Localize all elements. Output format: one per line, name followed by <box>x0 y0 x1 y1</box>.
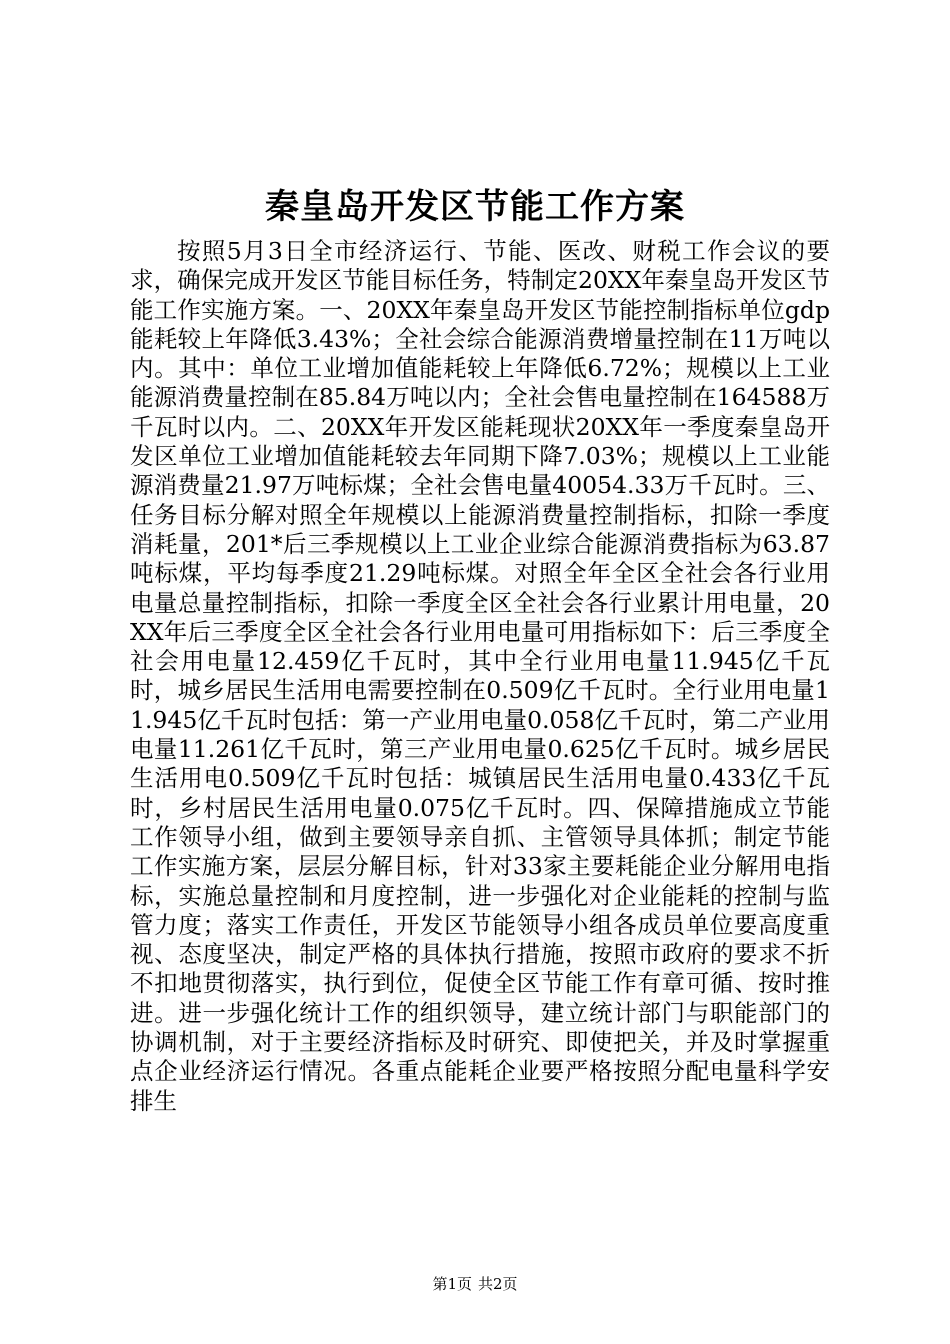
page-footer <box>0 1274 950 1294</box>
page-number-total: 共2页 <box>478 1275 518 1293</box>
document-body-paragraph: 按照5月3日全市经济运行、节能、医改、财税工作会议的要求，确保完成开发区节能目标任务，特制定20XX年秦皇岛开发区节能工作实施方案。一、20XX年秦皇岛开发区节能控制指标单位gdp能耗较上年降低3.43%；全社会综合能源消费增量控制在11万吨以内。其中：单位工业增加值能耗较上年降低6.72%；规模以上工业能源消费量控制在85.84万吨以内；全社会售电量控制在164588万千瓦时以内。二、20XX年开发区能耗现状20XX年一季度秦皇岛开发区单位工业增加值能耗较去年同期下降7.03%；规模以上工业能源消费量21.97万吨标煤；全社会售电量40054.33万千瓦时。三、任务目标分解对照全年规模以上能源消费量控制指标，扣除一季度消耗量，201*后三季规模以上工业企业综合能源消费指标为63.87吨标煤，平均每季度21.29吨标煤。对照全年全区全社会各行业用电量总量控制指标，扣除一季度全区全社会各行业累计用电量，20XX年后三季度全区全社会各行业用电量可用指标如下：后三季度全社会用电量12.459亿千瓦时，其中全行业用电量11.945亿千瓦时，城乡居民生活用电需要控制在0.509亿千瓦时。全行业用电量11.945亿千瓦时包括：第一产业用电量0.058亿千瓦时，第二产业用电量11.261亿千瓦时，第三产业用电量0.625亿千瓦时。城乡居民生活用电0.509亿千瓦时包括：城镇居民生活用电量0.433亿千瓦时，乡村居民生活用电量0.075亿千瓦时。四、保障措施成立节能工作领导小组，做到主要领导亲自抓、主管领导具体抓；制定节能工作实施方案，层层分解目标，针对33家主要耗能企业分解用电指标，实施总量控制和月度控制，进一步强化对企业能耗的控制与监管力度；落实工作责任，开发区节能领导小组各成员单位要高度重视、态度坚决，制定严格的具体执行措施，按照市政府的要求不折不扣地贯彻落实，执行到位，促使全区节能工作有章可循、按时推进。进一步强化统计工作的组织领导，建立统计部门与职能部门的协调机制，对于主要经济指标及时研究、即使把关，并及时掌握重点企业经济运行情况。各重点能耗企业要严格按照分配电量科学安排生 <box>130 237 830 1115</box>
document-title: 秦皇岛开发区节能工作方案 <box>265 187 685 227</box>
page-number-current: 第1页 <box>432 1275 472 1293</box>
